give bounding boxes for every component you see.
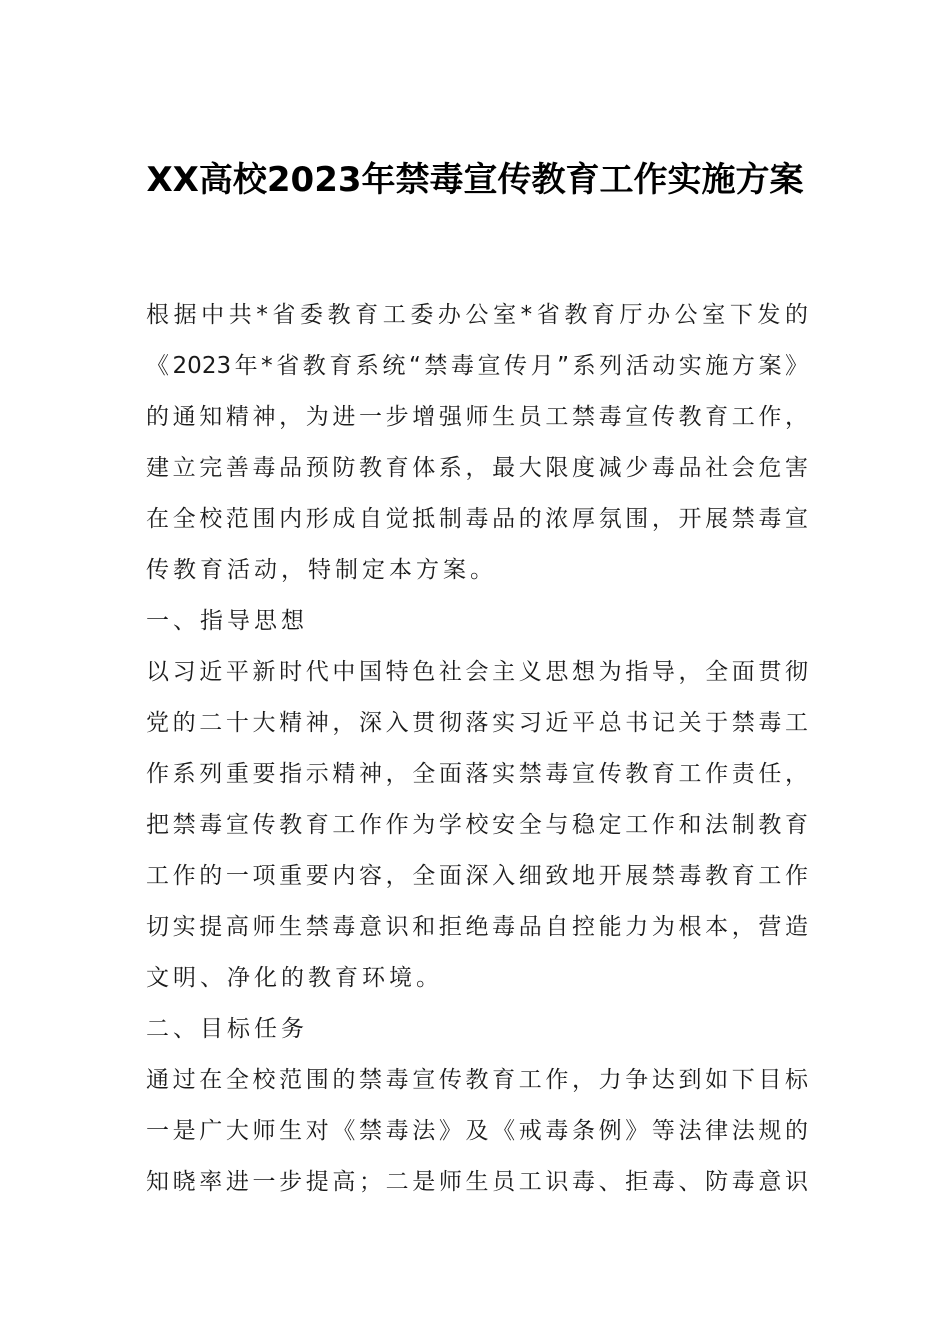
section-heading: 二、目标任务	[146, 1016, 308, 1042]
section-heading: 一、指导思想	[146, 608, 308, 634]
body-line: 在全校范围内形成自觉抵制毒品的浓厚氛围，开展禁毒宣	[146, 506, 808, 532]
body-line: 切实提高师生禁毒意识和拒绝毒品自控能力为根本，营造	[146, 914, 808, 940]
document-body	[146, 290, 808, 1208]
body-line: 知晓率进一步提高；二是师生员工识毒、拒毒、防毒意识	[146, 1169, 808, 1195]
body-line: 的通知精神，为进一步增强师生员工禁毒宣传教育工作，	[146, 404, 808, 430]
body-line: 工作的一项重要内容，全面深入细致地开展禁毒教育工作	[146, 863, 808, 889]
body-line: 把禁毒宣传教育工作作为学校安全与稳定工作和法制教育	[146, 812, 808, 838]
body-line: 通过在全校范围的禁毒宣传教育工作，力争达到如下目标	[146, 1067, 808, 1093]
body-line: 建立完善毒品预防教育体系，最大限度减少毒品社会危害	[146, 455, 808, 481]
document-title: XX高校2023年禁毒宣传教育工作实施方案	[146, 160, 804, 200]
body-line: 党的二十大精神，深入贯彻落实习近平总书记关于禁毒工	[146, 710, 808, 736]
body-line: 传教育活动，特制定本方案。	[146, 557, 497, 583]
body-line: 文明、净化的教育环境。	[146, 965, 443, 991]
body-line: 一是广大师生对《禁毒法》及《戒毒条例》等法律法规的	[146, 1118, 808, 1144]
body-line: 以习近平新时代中国特色社会主义思想为指导，全面贯彻	[146, 659, 808, 685]
body-line: 作系列重要指示精神，全面落实禁毒宣传教育工作责任，	[146, 761, 808, 787]
body-line: 《2023年*省教育系统“禁毒宣传月”系列活动实施方案》	[146, 353, 808, 379]
body-line: 根据中共*省委教育工委办公室*省教育厅办公室下发的	[146, 302, 808, 328]
